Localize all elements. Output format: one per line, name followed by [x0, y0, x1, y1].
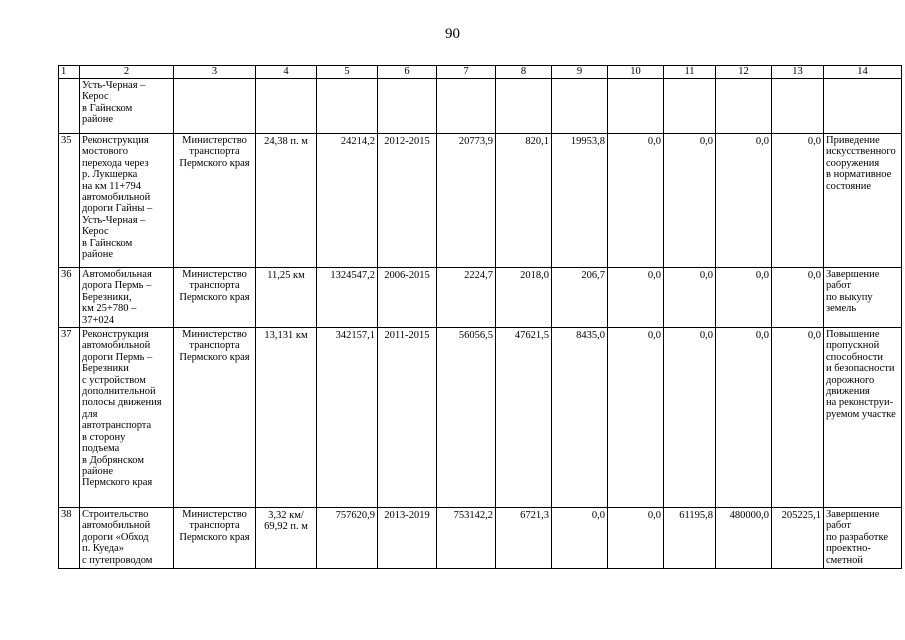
value-col-13: 0,0: [772, 134, 824, 268]
value-col-8: [496, 79, 552, 134]
column-header: 14: [824, 66, 902, 79]
value-col-12: 0,0: [716, 134, 772, 268]
value-col-9: 0,0: [552, 508, 608, 569]
executor: Министерство транспорта Пермского края: [174, 268, 256, 328]
capacity: 3,32 км/ 69,92 п. м: [256, 508, 317, 569]
column-header: 7: [437, 66, 496, 79]
value-col-13: [772, 79, 824, 134]
column-header: 2: [80, 66, 174, 79]
value-col-8: 6721,3: [496, 508, 552, 569]
expected-result: Завершение работ по выкупу земель: [824, 268, 902, 328]
column-number-row: [59, 66, 902, 79]
estimated-cost: 24214,2: [317, 134, 378, 268]
executor: [174, 79, 256, 134]
value-col-9: 19953,8: [552, 134, 608, 268]
value-col-7: 56056,5: [437, 328, 496, 508]
capacity: 13,131 км: [256, 328, 317, 508]
expected-result: Повышение пропускной способности и безопасности дорожного движения на реконструи- руемом участке: [824, 328, 902, 508]
column-header: 8: [496, 66, 552, 79]
value-col-13: 205225,1: [772, 508, 824, 569]
period: [378, 79, 437, 134]
value-col-8: 47621,5: [496, 328, 552, 508]
estimated-cost: 1324547,2: [317, 268, 378, 328]
value-col-10: [608, 79, 664, 134]
row-number: 36: [59, 268, 80, 328]
estimated-cost: 757620,9: [317, 508, 378, 569]
value-col-7: [437, 79, 496, 134]
row-number: 38: [59, 508, 80, 569]
page-number: 90: [445, 26, 460, 42]
table-row: [59, 79, 902, 134]
table-row: [59, 508, 902, 569]
column-header: 13: [772, 66, 824, 79]
value-col-13: 0,0: [772, 328, 824, 508]
capacity: 11,25 км: [256, 268, 317, 328]
estimated-cost: 342157,1: [317, 328, 378, 508]
value-col-11: 0,0: [664, 268, 716, 328]
value-col-10: 0,0: [608, 268, 664, 328]
column-header: 1: [59, 66, 80, 79]
value-col-9: 8435,0: [552, 328, 608, 508]
value-col-12: [716, 79, 772, 134]
column-header: 6: [378, 66, 437, 79]
value-col-12: 480000,0: [716, 508, 772, 569]
object-name: Строительство автомобильной дороги «Обход п. Куеда» с путепроводом: [80, 508, 174, 569]
value-col-11: 0,0: [664, 134, 716, 268]
column-header: 9: [552, 66, 608, 79]
value-col-13: 0,0: [772, 268, 824, 328]
column-header: 5: [317, 66, 378, 79]
period: 2013-2019: [378, 508, 437, 569]
object-name: Реконструкция автомобильной дороги Пермь – Березники с устройством дополнительной полосы движения для автотранспорта в сторону подъема в Добрянском районе Пермского края: [80, 328, 174, 508]
capacity: [256, 79, 317, 134]
value-col-12: 0,0: [716, 328, 772, 508]
object-name: Автомобильная дорога Пермь – Березники, км 25+780 – 37+024: [80, 268, 174, 328]
table-row: [59, 134, 902, 268]
expected-result: [824, 79, 902, 134]
value-col-8: 820,1: [496, 134, 552, 268]
object-name: Реконструкция мостового перехода через р. Лукшерка на км 11+794 автомобильной дороги Гайны – Усть-Черная – Керос в Гайнском районе: [80, 134, 174, 268]
value-col-9: 206,7: [552, 268, 608, 328]
column-header: 12: [716, 66, 772, 79]
value-col-10: 0,0: [608, 508, 664, 569]
value-col-11: 61195,8: [664, 508, 716, 569]
expected-result: Приведение искусственного сооружения в нормативное состояние: [824, 134, 902, 268]
object-name: Усть-Черная – Керос в Гайнском районе: [80, 79, 174, 134]
column-header: 11: [664, 66, 716, 79]
row-number: 35: [59, 134, 80, 268]
value-col-7: 2224,7: [437, 268, 496, 328]
value-col-11: [664, 79, 716, 134]
table-row: [59, 268, 902, 328]
period: 2006-2015: [378, 268, 437, 328]
value-col-8: 2018,0: [496, 268, 552, 328]
value-col-7: 20773,9: [437, 134, 496, 268]
row-number: 37: [59, 328, 80, 508]
executor: Министерство транспорта Пермского края: [174, 328, 256, 508]
value-col-12: 0,0: [716, 268, 772, 328]
executor: Министерство транспорта Пермского края: [174, 508, 256, 569]
value-col-10: 0,0: [608, 134, 664, 268]
capacity: 24,38 п. м: [256, 134, 317, 268]
value-col-9: [552, 79, 608, 134]
value-col-11: 0,0: [664, 328, 716, 508]
period: 2011-2015: [378, 328, 437, 508]
column-header: 3: [174, 66, 256, 79]
executor: Министерство транспорта Пермского края: [174, 134, 256, 268]
column-header: 4: [256, 66, 317, 79]
table-row: [59, 328, 902, 508]
value-col-10: 0,0: [608, 328, 664, 508]
period: 2012-2015: [378, 134, 437, 268]
row-number: [59, 79, 80, 134]
value-col-7: 753142,2: [437, 508, 496, 569]
expected-result: Завершение работ по разработке проектно- сметной: [824, 508, 902, 569]
estimated-cost: [317, 79, 378, 134]
column-header: 10: [608, 66, 664, 79]
budget-table: [58, 65, 902, 569]
